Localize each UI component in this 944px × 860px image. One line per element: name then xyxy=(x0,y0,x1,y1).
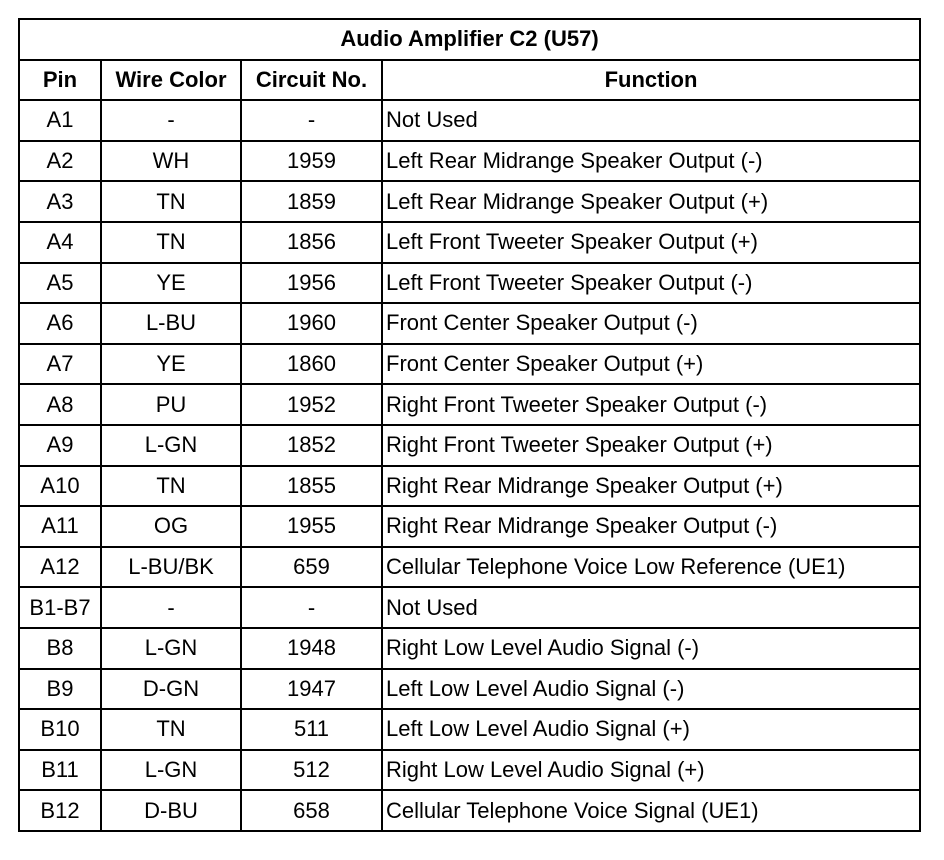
cell-wire-color: L-GN xyxy=(101,628,241,669)
connector-pinout-table xyxy=(18,18,921,832)
cell-function: Not Used xyxy=(382,587,920,628)
cell-circuit-no: 1960 xyxy=(241,303,382,344)
table-row xyxy=(19,344,920,385)
cell-wire-color: YE xyxy=(101,263,241,304)
cell-pin: A10 xyxy=(19,466,101,507)
header-pin: Pin xyxy=(19,60,101,101)
cell-pin: A5 xyxy=(19,263,101,304)
cell-wire-color: D-GN xyxy=(101,669,241,710)
table-row xyxy=(19,303,920,344)
cell-function: Right Low Level Audio Signal (+) xyxy=(382,750,920,791)
cell-circuit-no: 1947 xyxy=(241,669,382,710)
cell-circuit-no: 659 xyxy=(241,547,382,588)
cell-function: Not Used xyxy=(382,100,920,141)
table-title: Audio Amplifier C2 (U57) xyxy=(19,19,920,60)
cell-function: Left Rear Midrange Speaker Output (-) xyxy=(382,141,920,182)
cell-wire-color: L-GN xyxy=(101,750,241,791)
table-row xyxy=(19,181,920,222)
table-row xyxy=(19,141,920,182)
table-row xyxy=(19,628,920,669)
cell-pin: A8 xyxy=(19,384,101,425)
cell-circuit-no: 1952 xyxy=(241,384,382,425)
table-row xyxy=(19,790,920,831)
cell-pin: B1-B7 xyxy=(19,587,101,628)
cell-function: Left Low Level Audio Signal (+) xyxy=(382,709,920,750)
cell-pin: A1 xyxy=(19,100,101,141)
cell-function: Left Low Level Audio Signal (-) xyxy=(382,669,920,710)
table-row xyxy=(19,506,920,547)
cell-circuit-no: 1855 xyxy=(241,466,382,507)
cell-wire-color: OG xyxy=(101,506,241,547)
header-circuit-no: Circuit No. xyxy=(241,60,382,101)
cell-pin: A7 xyxy=(19,344,101,385)
cell-wire-color: D-BU xyxy=(101,790,241,831)
cell-pin: A3 xyxy=(19,181,101,222)
table-title-row xyxy=(19,19,920,60)
cell-circuit-no: 1948 xyxy=(241,628,382,669)
cell-circuit-no: 1956 xyxy=(241,263,382,304)
table-row xyxy=(19,466,920,507)
cell-function: Cellular Telephone Voice Signal (UE1) xyxy=(382,790,920,831)
cell-wire-color: TN xyxy=(101,222,241,263)
cell-circuit-no: 511 xyxy=(241,709,382,750)
cell-wire-color: L-BU xyxy=(101,303,241,344)
cell-pin: A12 xyxy=(19,547,101,588)
cell-circuit-no: 1856 xyxy=(241,222,382,263)
table-row xyxy=(19,263,920,304)
cell-circuit-no: 1959 xyxy=(241,141,382,182)
cell-pin: B9 xyxy=(19,669,101,710)
cell-function: Cellular Telephone Voice Low Reference (UE1) xyxy=(382,547,920,588)
table-row xyxy=(19,669,920,710)
cell-function: Right Low Level Audio Signal (-) xyxy=(382,628,920,669)
table-row xyxy=(19,587,920,628)
table-row xyxy=(19,547,920,588)
cell-pin: A2 xyxy=(19,141,101,182)
cell-circuit-no: 658 xyxy=(241,790,382,831)
connector-table-container xyxy=(18,18,921,832)
cell-circuit-no: 512 xyxy=(241,750,382,791)
cell-pin: B8 xyxy=(19,628,101,669)
cell-function: Front Center Speaker Output (-) xyxy=(382,303,920,344)
cell-wire-color: WH xyxy=(101,141,241,182)
cell-pin: A4 xyxy=(19,222,101,263)
table-body xyxy=(19,100,920,831)
cell-circuit-no: 1955 xyxy=(241,506,382,547)
cell-circuit-no: 1860 xyxy=(241,344,382,385)
cell-circuit-no: 1852 xyxy=(241,425,382,466)
cell-function: Right Rear Midrange Speaker Output (-) xyxy=(382,506,920,547)
cell-function: Right Front Tweeter Speaker Output (-) xyxy=(382,384,920,425)
table-row xyxy=(19,384,920,425)
cell-pin: B12 xyxy=(19,790,101,831)
table-row xyxy=(19,709,920,750)
cell-wire-color: L-GN xyxy=(101,425,241,466)
table-header-row xyxy=(19,60,920,101)
cell-function: Left Front Tweeter Speaker Output (+) xyxy=(382,222,920,263)
cell-function: Left Rear Midrange Speaker Output (+) xyxy=(382,181,920,222)
cell-wire-color: YE xyxy=(101,344,241,385)
cell-pin: A6 xyxy=(19,303,101,344)
cell-pin: B11 xyxy=(19,750,101,791)
table-row xyxy=(19,100,920,141)
cell-circuit-no: - xyxy=(241,100,382,141)
cell-function: Right Rear Midrange Speaker Output (+) xyxy=(382,466,920,507)
cell-pin: B10 xyxy=(19,709,101,750)
header-wire-color: Wire Color xyxy=(101,60,241,101)
table-row xyxy=(19,750,920,791)
cell-wire-color: - xyxy=(101,587,241,628)
cell-circuit-no: - xyxy=(241,587,382,628)
cell-function: Left Front Tweeter Speaker Output (-) xyxy=(382,263,920,304)
cell-wire-color: TN xyxy=(101,466,241,507)
cell-function: Right Front Tweeter Speaker Output (+) xyxy=(382,425,920,466)
header-function: Function xyxy=(382,60,920,101)
cell-pin: A11 xyxy=(19,506,101,547)
cell-wire-color: TN xyxy=(101,181,241,222)
cell-pin: A9 xyxy=(19,425,101,466)
table-row xyxy=(19,222,920,263)
cell-wire-color: L-BU/BK xyxy=(101,547,241,588)
cell-function: Front Center Speaker Output (+) xyxy=(382,344,920,385)
cell-circuit-no: 1859 xyxy=(241,181,382,222)
table-row xyxy=(19,425,920,466)
cell-wire-color: - xyxy=(101,100,241,141)
cell-wire-color: TN xyxy=(101,709,241,750)
cell-wire-color: PU xyxy=(101,384,241,425)
